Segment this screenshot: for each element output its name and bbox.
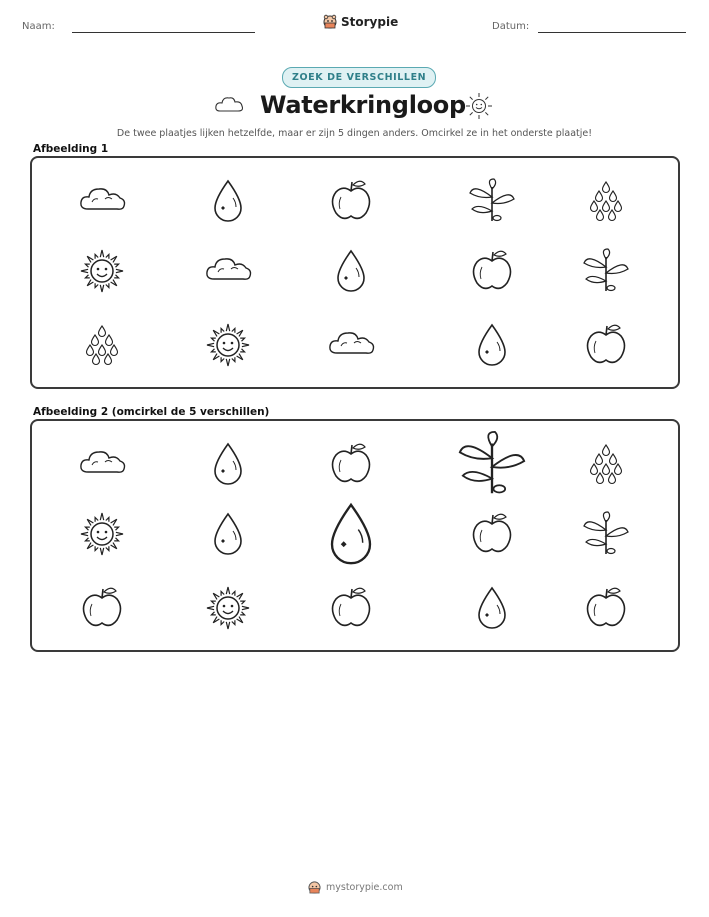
picture-2-label: Afbeelding 2 (omcirkel de 5 verschillen) (33, 406, 270, 418)
footer (308, 880, 403, 894)
picture-1-cell-3-2 (228, 345, 229, 346)
picture-2-cell-1-3[interactable] (351, 464, 352, 465)
apple-icon (580, 582, 632, 634)
drop-icon (202, 175, 254, 227)
storypie-mascot-icon (308, 880, 321, 894)
picture-1-cell-3-3 (351, 345, 352, 346)
picture-2-cell-3-5[interactable] (606, 608, 607, 609)
picture-1-cell-3-4 (492, 345, 493, 346)
sun-icon (76, 245, 128, 297)
picture-2-cell-2-2[interactable] (228, 534, 229, 535)
picture-1-cell-1-2 (228, 201, 229, 202)
sun-icon (464, 92, 494, 120)
storypie-mascot-icon (323, 14, 337, 29)
drop-icon (202, 508, 254, 560)
picture-1-cell-2-5 (606, 271, 607, 272)
brand-logo (323, 14, 398, 29)
name-label: Naam: (22, 21, 55, 32)
picture-2-cell-3-1[interactable] (102, 608, 103, 609)
cloud-icon (202, 245, 254, 297)
picture-1-cell-2-4 (492, 271, 493, 272)
rain-icon (580, 438, 632, 490)
cloud-icon (325, 319, 377, 371)
sun-icon (76, 508, 128, 560)
picture-1-cell-2-3 (351, 271, 352, 272)
picture-2-cell-1-2[interactable] (228, 464, 229, 465)
plant-icon (466, 175, 518, 227)
picture-1-cell-3-1 (102, 345, 103, 346)
apple-icon (325, 438, 377, 490)
picture-2-cell-3-4[interactable] (492, 608, 493, 609)
picture-2-cell-2-4[interactable] (492, 534, 493, 535)
picture-2-cell-1-1[interactable] (102, 464, 103, 465)
picture-1-cell-1-3 (351, 201, 352, 202)
drop-icon (466, 582, 518, 634)
plant-icon (580, 508, 632, 560)
cloud-icon (214, 95, 246, 115)
rain-icon (580, 175, 632, 227)
picture-1-cell-1-5 (606, 201, 607, 202)
date-label: Datum: (492, 21, 530, 32)
apple-icon (580, 319, 632, 371)
sun-icon (202, 319, 254, 371)
plant-icon (454, 426, 530, 502)
cloud-icon (76, 175, 128, 227)
picture-2-cell-1-4[interactable] (492, 464, 493, 465)
drop-icon (466, 319, 518, 371)
picture-1-cell-2-2 (228, 271, 229, 272)
sun-icon (202, 582, 254, 634)
drop-icon (202, 438, 254, 490)
picture-1-cell-1-4 (492, 201, 493, 202)
date-line[interactable] (538, 32, 686, 33)
instructions: De twee plaatjes lijken hetzelfde, maar er zijn 5 dingen anders. Omcirkel ze in het onderste plaatje! (116, 128, 593, 139)
name-line[interactable] (72, 32, 255, 33)
picture-2-cell-2-5[interactable] (606, 534, 607, 535)
apple-icon (466, 245, 518, 297)
plant-icon (580, 245, 632, 297)
picture-1-label: Afbeelding 1 (33, 143, 109, 155)
picture-1-cell-3-5 (606, 345, 607, 346)
picture-2-panel[interactable] (30, 419, 680, 652)
apple-icon (76, 582, 128, 634)
apple-icon (325, 175, 377, 227)
picture-1-cell-1-1 (102, 201, 103, 202)
drop-icon (325, 245, 377, 297)
apple-icon (466, 508, 518, 560)
picture-2-cell-2-3[interactable] (351, 534, 352, 535)
rain-icon (76, 319, 128, 371)
picture-2-cell-3-3[interactable] (351, 608, 352, 609)
picture-1-panel (30, 156, 680, 389)
drop-icon (313, 496, 389, 572)
picture-1-cell-2-1 (102, 271, 103, 272)
picture-2-cell-2-1[interactable] (102, 534, 103, 535)
footer-url[interactable]: mystorypie.com (326, 881, 403, 893)
cloud-icon (76, 438, 128, 490)
apple-icon (325, 582, 377, 634)
brand-name: Storypie (341, 14, 399, 29)
page-title: Waterkringloop (260, 91, 466, 119)
picture-2-cell-3-2[interactable] (228, 608, 229, 609)
activity-badge: ZOEK DE VERSCHILLEN (282, 67, 436, 88)
picture-2-cell-1-5[interactable] (606, 464, 607, 465)
